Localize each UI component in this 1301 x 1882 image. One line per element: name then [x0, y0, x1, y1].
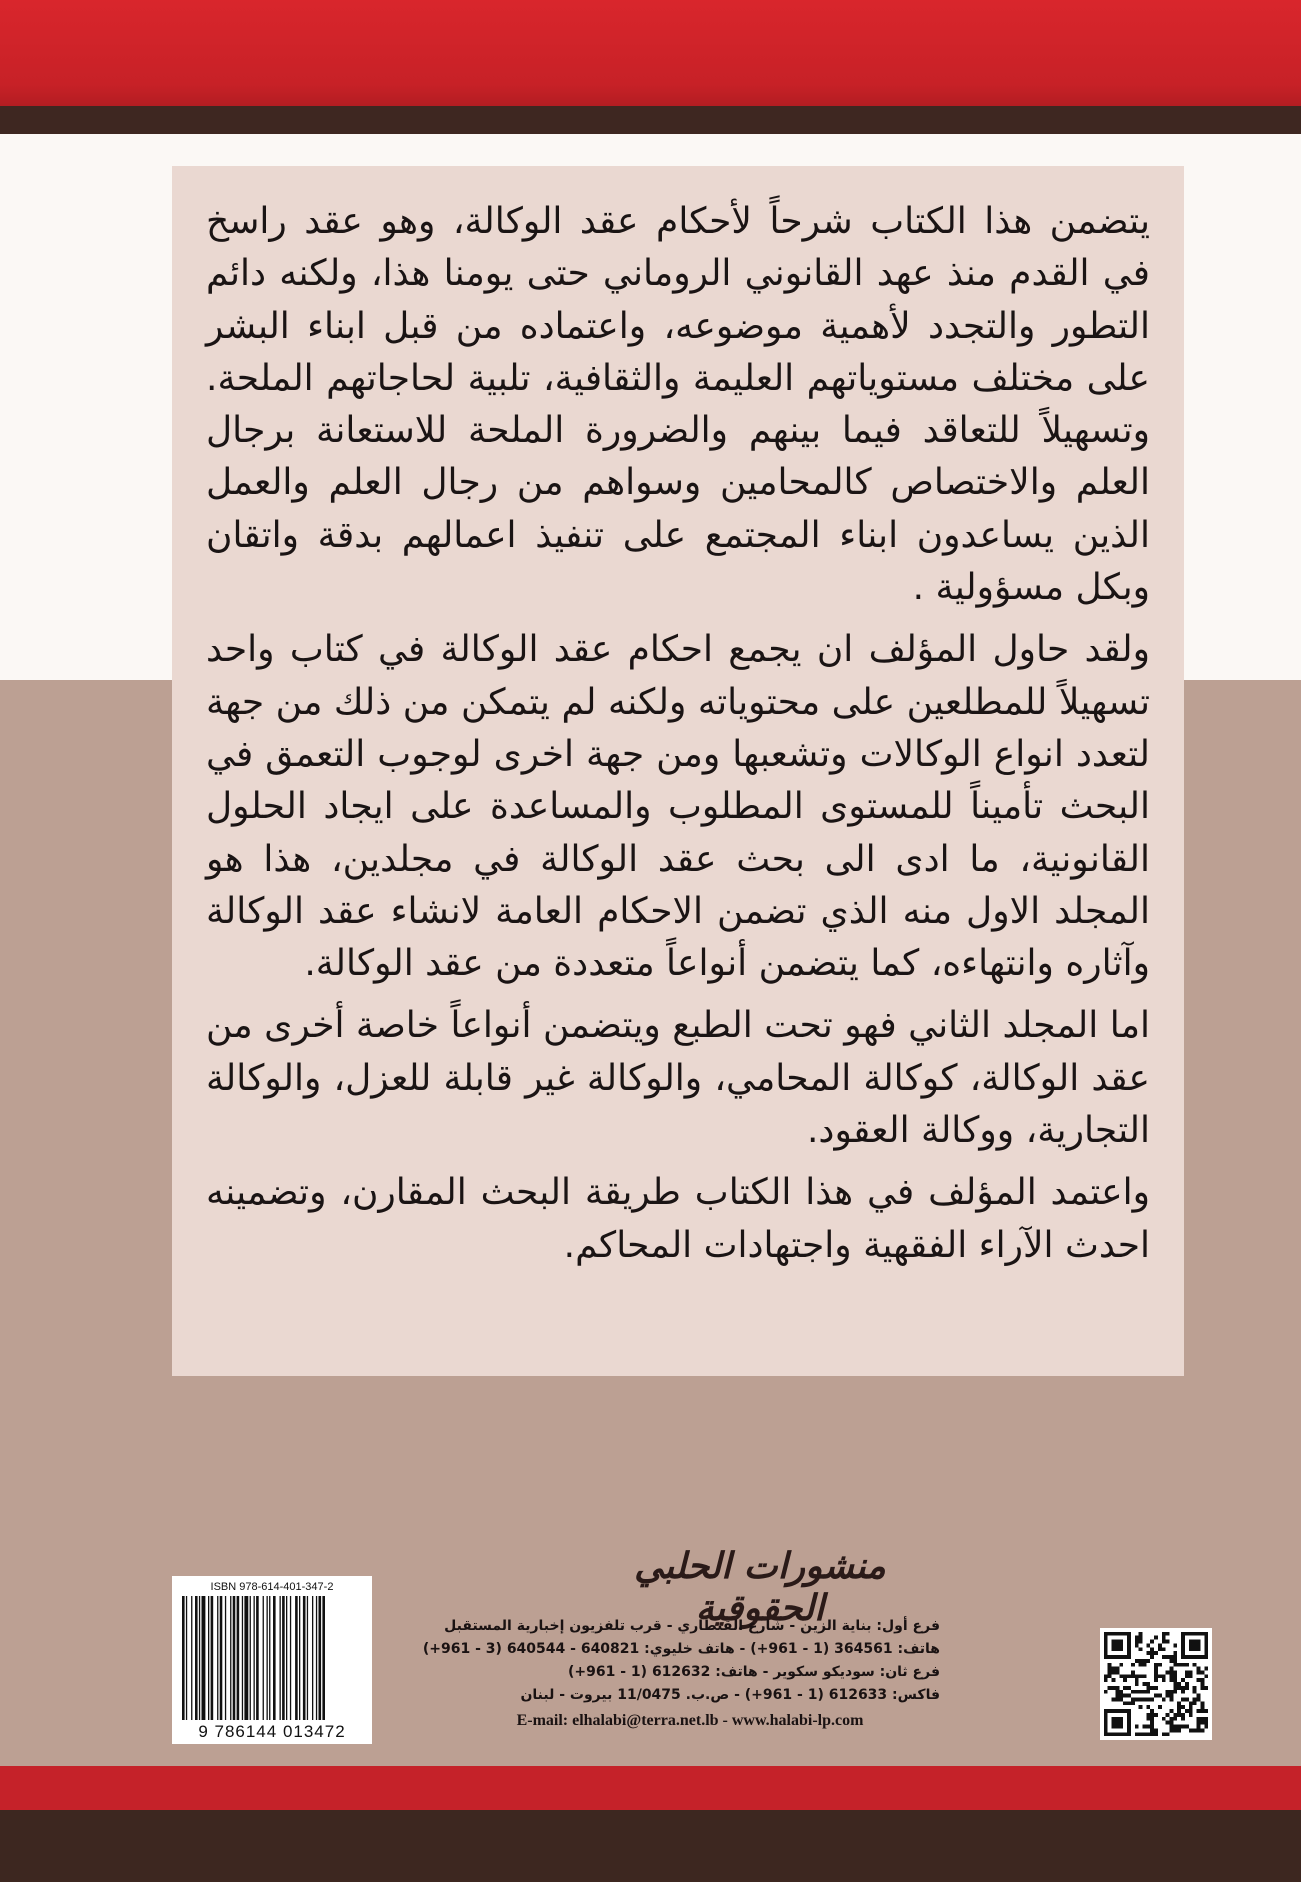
bottom-red-band [0, 1766, 1301, 1810]
blurb-panel [172, 166, 1184, 1376]
barcode-number: 9 786144 013472 [198, 1722, 346, 1741]
top-red-band [0, 0, 1301, 106]
blurb-paragraph-4: واعتمد المؤلف في هذا الكتاب طريقة البحث المقارن، وتضمينه احدث الآراء الفقهية واجتهادات المحاكم. [206, 1172, 1150, 1266]
top-brown-band [0, 106, 1301, 134]
blurb-paragraph-1: يتضمن هذا الكتاب شرحاً لأحكام عقد الوكالة، وهو عقد راسخ في القدم منذ عهد القانوني الروماني حتى يومنا هذا، ولكنه دائم التطور والتجدد لأهمية موضوعه، واعتماده من قبل ابناء البشر على مختلف مستوياتهم العليمة والثقافية، تلبية لحاجاتهم الملحة. وتسهيلاً للتعاقد فيما بينهم والضرورة الملحة للاستعانة برجال العلم والاختصاص كالمحامين وسواهم من رجال العلم والعمل الذين يساعدون ابناء المجتمع على تنفيذ اعمالهم بدقة واتقان وبكل مسؤولية . [206, 201, 1150, 609]
address-line-3: فرع ثان: سوديكو سكوير - هاتف: 612632 (1 - 961+) [567, 1664, 940, 1680]
publisher-address [422, 1615, 940, 1732]
blurb-paragraph-2: ولقد حاول المؤلف ان يجمع احكام عقد الوكالة في كتاب واحد تسهيلاً للمطلعين على محتوياته ولكنه لم يتمكن من ذلك من جهة لتعدد انواع الوكالات وتشعبها ومن جهة اخرى لوجوب التعمق في البحث تأميناً للمستوى المطلوب والمساعدة على ايجاد الحلول القانونية، ما ادى الى بحث عقد الوكالة في مجلدين، هذا هو المجلد الاول منه الذي تضمن الاحكام العامة لانشاء عقد الوكالة وآثاره وانتهاءه، كما يتضمن أنواعاً متعددة من عقد الوكالة. [206, 629, 1150, 985]
blurb-paragraph-3: اما المجلد الثاني فهو تحت الطبع ويتضمن أنواعاً خاصة أخرى من عقد الوكالة، كوكالة المحامي، والوكالة غير قابلة للعزل، والوكالة التجارية، ووكالة العقود. [206, 1005, 1150, 1152]
publisher-logo: منشورات الحلبي الحقوقية [634, 1545, 886, 1629]
barcode-bars [180, 1596, 364, 1720]
isbn-label: ISBN 978-614-401-347-2 [210, 1581, 334, 1593]
address-line-2: هاتف: 364561 (1 - 961+) - هاتف خليوي: 640821 - 640544 (3 - 961+) [422, 1641, 940, 1657]
bottom-brown-band [0, 1810, 1301, 1882]
blurb-text [206, 196, 1150, 1282]
qr-code-icon [1100, 1628, 1212, 1740]
address-line-4: فاكس: 612633 (1 - 961+) - ص.ب. 11/0475 بيروت - لبنان [520, 1687, 940, 1703]
barcode [172, 1576, 372, 1744]
email-website-line: E-mail: elhalabi@terra.net.lb - www.halabi-lp.com [516, 1712, 864, 1729]
address-line-1: فرع أول: بناية الزين - شارع القنطاري - قرب تلفزيون إخبارية المستقبل [444, 1618, 940, 1634]
